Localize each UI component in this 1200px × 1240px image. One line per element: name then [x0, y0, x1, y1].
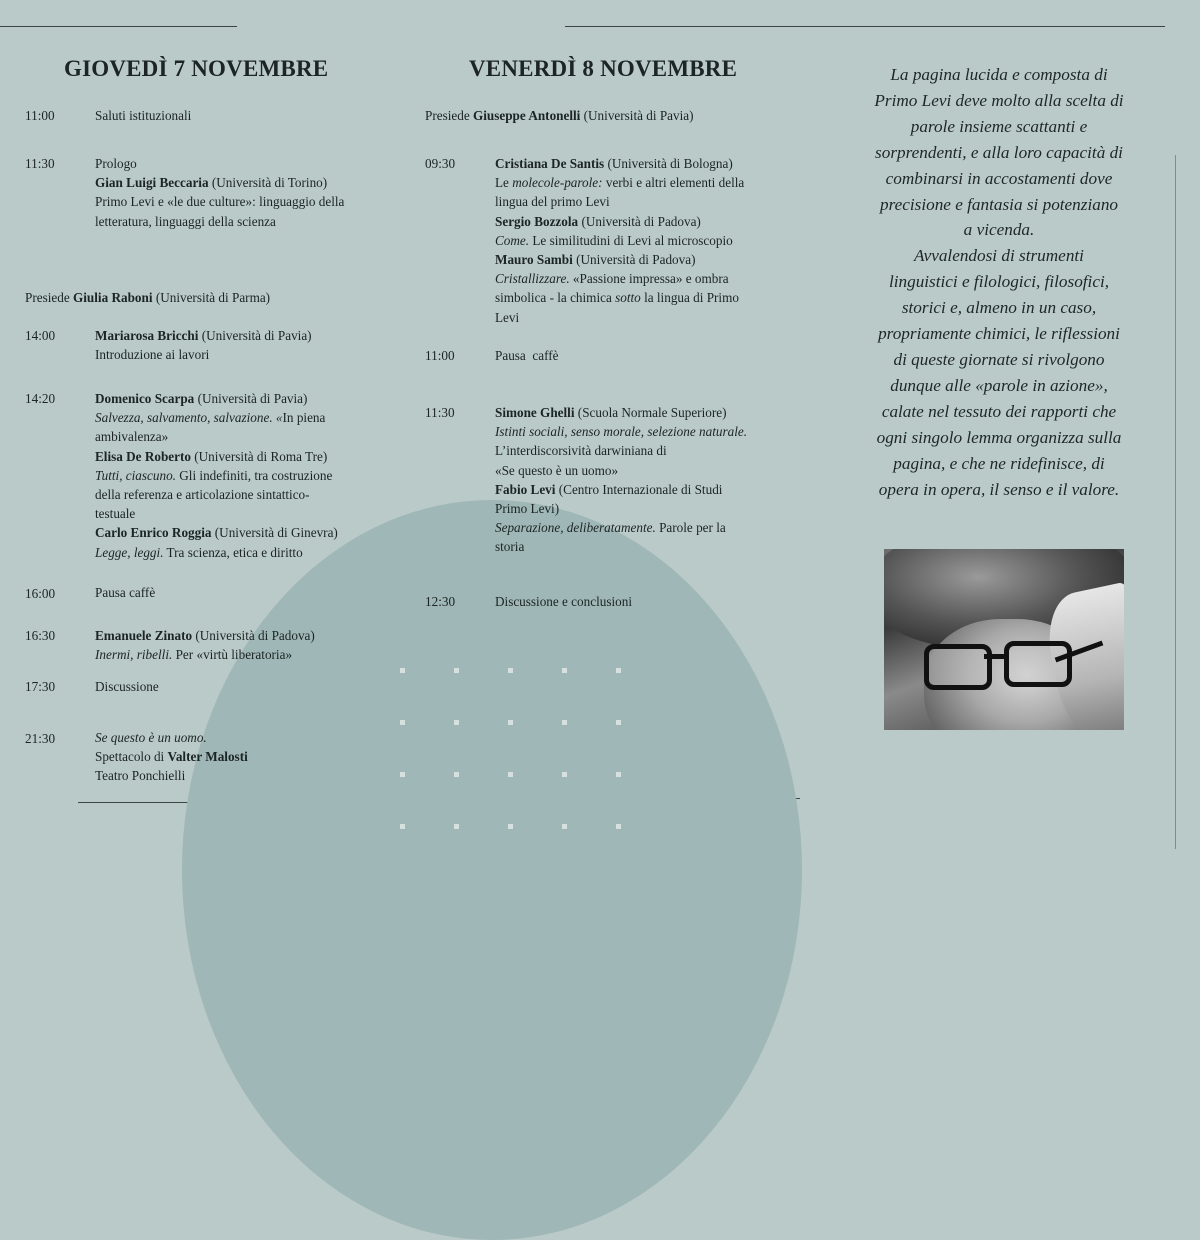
- talk-title-pre: simbolica - la chimica: [495, 290, 616, 306]
- thu-item-bricchi: [95, 326, 395, 364]
- top-mid-rule: [565, 26, 1165, 27]
- thu-item-spettacolo: [95, 728, 395, 786]
- talk-title-line: ambivalenza»: [95, 429, 169, 445]
- decorative-dot: [400, 720, 405, 725]
- talk-title-rest: «Passione impressa» e ombra: [569, 271, 729, 287]
- decorative-dot: [562, 772, 567, 777]
- thu-time-1730: 17:30: [25, 679, 56, 694]
- speaker-name: Mariarosa Bricchi: [95, 328, 199, 343]
- speaker-name: Gian Luigi Beccaria: [95, 175, 209, 191]
- talk-title-line: lingua del primo Levi: [495, 194, 610, 210]
- decorative-dot-grid: [400, 668, 630, 838]
- talk-title-line: [495, 288, 785, 307]
- decorative-dot: [508, 720, 513, 725]
- speaker-name: Sergio Bozzola: [495, 213, 579, 229]
- quote-line: opera in opera, il senso e il valore.: [878, 479, 1120, 499]
- quote-line: dunque alle «parole in azione»,: [890, 375, 1108, 395]
- decorative-dot: [616, 772, 621, 777]
- show-title-italic: Se questo è un uomo.: [95, 730, 207, 745]
- speaker-affiliation: (Università di Padova): [192, 628, 315, 643]
- quote-line: linguistici e filologici, filosofici,: [888, 272, 1110, 292]
- thu-item-discussione: Discussione: [95, 679, 159, 694]
- talk-title-line: [495, 422, 795, 441]
- chair-affiliation: (Università di Parma): [152, 290, 271, 305]
- decorative-dot: [400, 772, 405, 777]
- fri-speaker-levi: [495, 480, 795, 499]
- speaker-affiliation: (Università di Bologna): [604, 156, 733, 171]
- talk-title-line: [95, 543, 385, 562]
- thu-time-1420: 14:20: [25, 391, 56, 406]
- thu-item-pausa: Pausa caffè: [95, 585, 156, 600]
- speaker-affiliation: (Università di Pavia): [194, 391, 308, 406]
- fri-item-0930-block: [495, 154, 785, 327]
- thu-speaker-zinato: [95, 626, 395, 645]
- decorative-dot: [562, 668, 567, 673]
- author-photo: [884, 549, 1124, 730]
- fri-time-1100: 11:00: [425, 348, 455, 363]
- thu-item-prologo: [95, 154, 395, 231]
- thu-time-1130: 11:30: [25, 156, 55, 171]
- intro-quote: [848, 62, 1150, 502]
- friday-title: VENERDÌ 8 NOVEMBRE: [469, 56, 738, 81]
- speaker-name: Domenico Scarpa: [95, 391, 195, 406]
- talk-title-rest: Le similitudini di Levi al microscopio: [529, 232, 733, 248]
- chair-name: Giuseppe Antonelli: [472, 108, 581, 123]
- decorative-dot: [400, 824, 405, 829]
- fri-speaker-ghelli: [495, 403, 795, 422]
- chair-affiliation: (Università di Pavia): [580, 108, 694, 123]
- speaker-name: Emanuele Zinato: [95, 628, 193, 643]
- glasses-lens-right: [1004, 641, 1072, 687]
- chair-name: Giulia Raboni: [72, 290, 153, 305]
- quote-line: sorprendenti, e alla loro capacità di: [875, 142, 1123, 162]
- talk-title-line: L’interdiscorsività darwiniana di: [495, 443, 667, 459]
- decorative-dot: [616, 720, 621, 725]
- quote-line: parole insieme scattanti e: [910, 116, 1088, 136]
- speaker-affiliation: (Università di Ginevra): [211, 525, 338, 541]
- speaker-affiliation-line: Primo Levi): [495, 501, 560, 517]
- quote-line: storici e, almeno in un caso,: [901, 298, 1097, 318]
- thu-presiede: [25, 288, 270, 307]
- quote-line: Primo Levi deve molto alla scelta di: [874, 90, 1124, 110]
- decorative-dot: [616, 824, 621, 829]
- talk-title-line: [95, 408, 385, 427]
- decorative-dot: [508, 772, 513, 777]
- talk-title-line: [495, 173, 785, 192]
- talk-title-line: «Se questo è un uomo»: [495, 462, 619, 478]
- fri-time-0930: 09:30: [425, 156, 456, 171]
- talk-title-rest: Gli indefiniti, tra costruzione: [175, 467, 333, 483]
- fri-item-conclusioni: Discussione e conclusioni: [495, 594, 632, 609]
- speaker-name: Carlo Enrico Roggia: [95, 525, 212, 541]
- decorative-arch: [182, 500, 802, 1240]
- speaker-name: Cristiana De Santis: [495, 156, 605, 171]
- thu-item-saluti: Saluti istituzionali: [95, 108, 192, 123]
- talk-title-italic: Inermi, ribelli.: [95, 647, 173, 663]
- quote-line: a vicenda.: [963, 220, 1035, 240]
- decorative-dot: [562, 824, 567, 829]
- talk-title-italic: Come.: [495, 232, 530, 248]
- speaker-name: Simone Ghelli: [495, 405, 575, 420]
- decorative-dot: [508, 824, 513, 829]
- thu-speaker-de-roberto: [95, 447, 385, 466]
- show-venue: Teatro Ponchielli: [95, 768, 186, 784]
- thu-time-2130: 21:30: [25, 731, 56, 746]
- talk-title-italic: Legge, leggi.: [95, 544, 164, 560]
- talk-title-italic: Salvezza, salvamento, salvazione. «: [95, 410, 283, 426]
- decorative-dot: [454, 772, 459, 777]
- quote-line: calate nel tessuto dei rapporti che: [881, 401, 1117, 421]
- thu-time-1600: 16:00: [25, 586, 56, 601]
- fri-speaker-bozzola: [495, 212, 785, 231]
- speaker-name: Elisa De Roberto: [95, 448, 191, 464]
- speaker-name: Fabio Levi: [495, 481, 556, 497]
- glasses-bridge: [984, 654, 1006, 659]
- thu-item-1420-block: [95, 389, 385, 562]
- talk-title-rest: Per «virtù liberatoria»: [172, 647, 293, 663]
- fri-presiede: [425, 106, 694, 125]
- talk-title-rest: Parole per la: [655, 520, 726, 536]
- fri-item-pausa: Pausa caffè: [495, 348, 559, 363]
- quote-line: precisione e fantasia si potenziano: [879, 194, 1119, 214]
- thu-speaker-bricchi: [95, 326, 395, 345]
- talk-title-rest: la lingua di Primo: [640, 290, 739, 306]
- talk-title-line: [95, 466, 385, 485]
- talk-title-pre: Le: [495, 175, 513, 191]
- talk-title-line: letteratura, linguaggi della scienza: [95, 213, 276, 229]
- director-name: Valter Malosti: [167, 749, 248, 765]
- speaker-affiliation: (Università di Pavia): [198, 328, 312, 343]
- talk-title-italic: sotto: [615, 290, 641, 306]
- thu-prologo-label: Prologo: [95, 156, 137, 171]
- thu-time-1400: 14:00: [25, 328, 56, 343]
- decorative-dot: [616, 668, 621, 673]
- talk-title-line: testuale: [95, 506, 136, 522]
- thursday-title: GIOVEDÌ 7 NOVEMBRE: [64, 56, 329, 81]
- quote-line: pagina, e che ne ridefinisce, di: [893, 453, 1105, 473]
- glasses-lens-left: [924, 644, 992, 690]
- quote-line: di queste giornate si rivolgono: [893, 349, 1105, 369]
- quote-line: Avvalendosi di strumenti: [914, 246, 1084, 266]
- decorative-dot: [562, 720, 567, 725]
- right-vertical-rule: [1175, 155, 1176, 849]
- show-title: [95, 728, 395, 747]
- fri-speaker-sambi: [495, 250, 785, 269]
- fri-time-1130: 11:30: [425, 405, 455, 420]
- show-prefix: Spettacolo di: [95, 749, 168, 765]
- talk-title-line: [95, 645, 395, 664]
- decorative-dot: [400, 668, 405, 673]
- speaker-affiliation: (Università di Roma Tre): [190, 448, 328, 464]
- speaker-affiliation: (Università di Torino): [208, 175, 328, 191]
- talk-title-rest: In piena: [282, 410, 326, 426]
- quote-line: ogni singolo lemma organizza sulla: [876, 427, 1122, 447]
- talk-title-line: storia: [495, 539, 525, 555]
- talk-title-italic: Separazione, deliberatamente.: [495, 520, 656, 536]
- decorative-dot: [454, 720, 459, 725]
- talk-title-italic: Tutti, ciascuno.: [95, 467, 176, 483]
- speaker-affiliation: (Centro Internazionale di Studi: [555, 481, 723, 497]
- talk-title-italic: molecole-parole:: [512, 175, 603, 191]
- decorative-dot: [508, 668, 513, 673]
- quote-line: propriamente chimici, le riflessioni: [878, 324, 1120, 344]
- speaker-affiliation: (Università di Padova): [572, 252, 696, 268]
- talk-title-line: [495, 231, 785, 250]
- talk-title-line: [495, 269, 785, 288]
- thu-speaker-beccaria: [95, 173, 395, 192]
- talk-title-rest: verbi e altri elementi della: [602, 175, 745, 191]
- talk-title-rest: Tra scienza, etica e diritto: [163, 544, 303, 560]
- talk-title-line: Levi: [495, 309, 520, 325]
- show-director: [95, 747, 395, 766]
- decorative-dot: [454, 824, 459, 829]
- talk-title-line: Introduzione ai lavori: [95, 347, 210, 363]
- top-left-rule: [0, 26, 237, 27]
- thu-item-zinato: [95, 626, 395, 664]
- presiede-label: Presiede: [25, 290, 73, 305]
- thu-speaker-roggia: [95, 523, 385, 542]
- quote-line: combinarsi in accostamenti dove: [885, 168, 1113, 188]
- decorative-dot: [454, 668, 459, 673]
- talk-title-italic: Cristallizzare.: [495, 271, 570, 287]
- presiede-label: Presiede: [425, 108, 473, 123]
- fri-time-1230: 12:30: [425, 594, 456, 609]
- thu-time-1630: 16:30: [25, 628, 56, 643]
- talk-title-line: della referenza e articolazione sintattico-: [95, 487, 310, 503]
- fri-speaker-de-santis: [495, 154, 785, 173]
- quote-line: La pagina lucida e composta di: [890, 65, 1108, 84]
- speaker-name: Mauro Sambi: [495, 252, 573, 268]
- fri-item-1130-block: [495, 403, 795, 557]
- speaker-affiliation: (Università di Padova): [578, 213, 701, 229]
- thu-speaker-scarpa: [95, 389, 385, 408]
- talk-title-italic: Istinti sociali, senso morale, selezione naturale.: [495, 424, 748, 440]
- thu-time-1100: 11:00: [25, 108, 55, 123]
- talk-title-line: Primo Levi e «le due culture»: linguaggio della: [95, 194, 345, 210]
- talk-title-line: [495, 518, 795, 537]
- speaker-affiliation: (Scuola Normale Superiore): [574, 405, 727, 420]
